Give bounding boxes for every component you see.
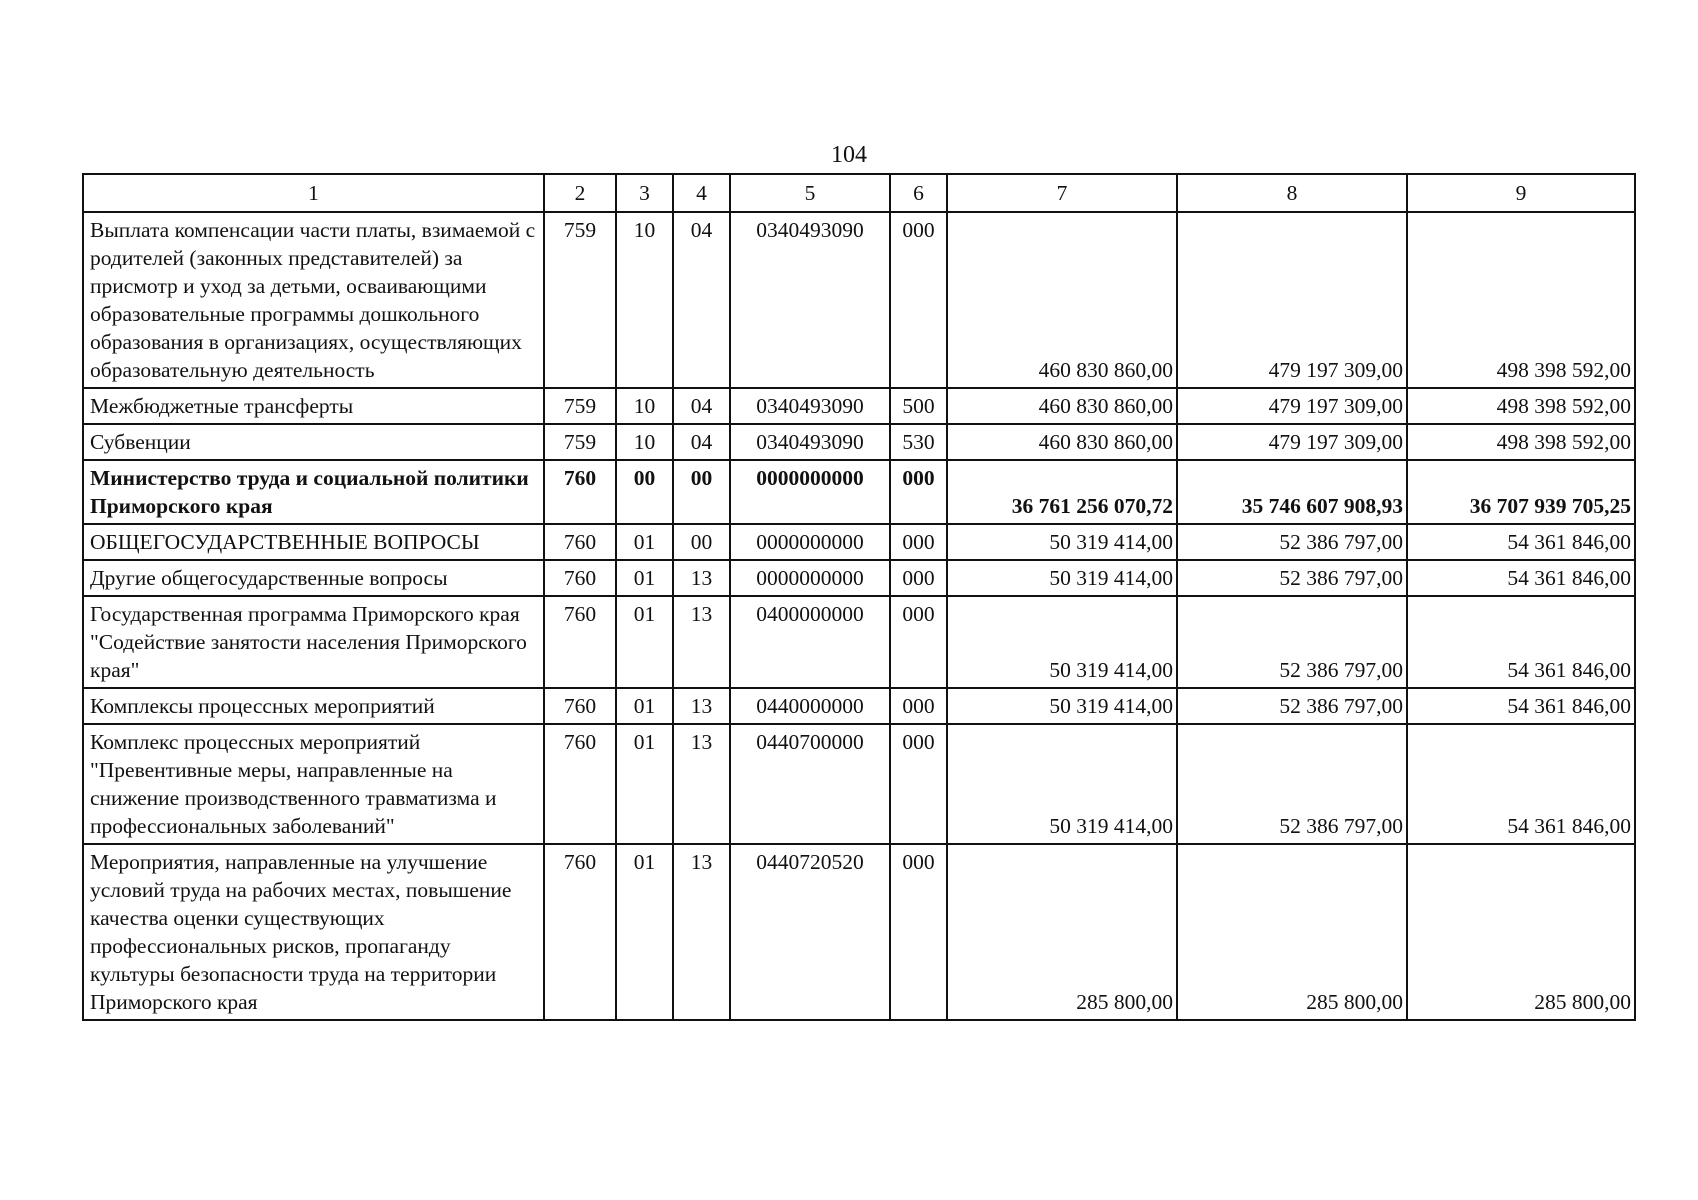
table-row <box>83 724 1635 844</box>
row-code-6: 000 <box>890 596 947 688</box>
row-code-6: 000 <box>890 688 947 724</box>
row-name: Межбюджетные трансферты <box>83 388 544 424</box>
row-code-3: 01 <box>616 844 673 1020</box>
column-header: 3 <box>616 174 673 212</box>
row-amount-9: 498 398 592,00 <box>1407 424 1635 460</box>
row-name: Министерство труда и социальной политики Приморского края <box>83 460 544 524</box>
row-code-6: 000 <box>890 844 947 1020</box>
row-amount-9: 498 398 592,00 <box>1407 388 1635 424</box>
row-code-3: 01 <box>616 724 673 844</box>
row-amount-7: 50 319 414,00 <box>947 524 1177 560</box>
row-amount-7: 50 319 414,00 <box>947 688 1177 724</box>
row-amount-9: 54 361 846,00 <box>1407 560 1635 596</box>
table-row-ministry <box>83 460 1635 524</box>
row-code-2: 760 <box>544 688 616 724</box>
row-name: ОБЩЕГОСУДАРСТВЕННЫЕ ВОПРОСЫ <box>83 524 544 560</box>
row-amount-7: 285 800,00 <box>947 844 1177 1020</box>
row-amount-9: 498 398 592,00 <box>1407 212 1635 388</box>
row-code-5: 0000000000 <box>730 524 890 560</box>
row-code-6: 530 <box>890 424 947 460</box>
row-code-4: 04 <box>673 212 730 388</box>
row-amount-9: 54 361 846,00 <box>1407 596 1635 688</box>
row-code-5: 0340493090 <box>730 388 890 424</box>
row-code-4: 00 <box>673 460 730 524</box>
row-amount-9: 54 361 846,00 <box>1407 524 1635 560</box>
row-amount-8: 52 386 797,00 <box>1177 560 1407 596</box>
table-row <box>83 524 1635 560</box>
row-code-2: 760 <box>544 724 616 844</box>
row-code-2: 760 <box>544 524 616 560</box>
row-amount-9: 54 361 846,00 <box>1407 724 1635 844</box>
row-amount-9: 285 800,00 <box>1407 844 1635 1020</box>
row-code-6: 000 <box>890 560 947 596</box>
row-amount-8: 285 800,00 <box>1177 844 1407 1020</box>
column-header: 5 <box>730 174 890 212</box>
column-header: 4 <box>673 174 730 212</box>
row-code-4: 13 <box>673 844 730 1020</box>
row-name: Комплекс процессных мероприятий "Превентивные меры, направленные на снижение производственного травматизма и профессиональных заболеваний" <box>83 724 544 844</box>
row-amount-7: 36 761 256 070,72 <box>947 460 1177 524</box>
table-header-row <box>83 174 1635 212</box>
table-row <box>83 560 1635 596</box>
column-header: 2 <box>544 174 616 212</box>
row-code-4: 04 <box>673 424 730 460</box>
row-code-2: 760 <box>544 460 616 524</box>
row-code-4: 13 <box>673 596 730 688</box>
table-row <box>83 212 1635 388</box>
row-name: Государственная программа Приморского края "Содействие занятости населения Приморского края" <box>83 596 544 688</box>
column-header: 1 <box>83 174 544 212</box>
row-amount-8: 479 197 309,00 <box>1177 424 1407 460</box>
row-name: Субвенции <box>83 424 544 460</box>
row-code-5: 0340493090 <box>730 212 890 388</box>
row-amount-8: 52 386 797,00 <box>1177 596 1407 688</box>
column-header: 7 <box>947 174 1177 212</box>
row-code-4: 13 <box>673 688 730 724</box>
row-code-3: 01 <box>616 524 673 560</box>
row-code-3: 10 <box>616 424 673 460</box>
row-amount-8: 52 386 797,00 <box>1177 524 1407 560</box>
row-amount-8: 479 197 309,00 <box>1177 212 1407 388</box>
row-code-5: 0440000000 <box>730 688 890 724</box>
row-code-3: 10 <box>616 388 673 424</box>
row-code-4: 00 <box>673 524 730 560</box>
table-row <box>83 424 1635 460</box>
row-code-6: 000 <box>890 724 947 844</box>
row-name: Мероприятия, направленные на улучшение условий труда на рабочих местах, повышение качества оценки существующих профессиональных рисков, пропаганду культуры безопасности труда на территории Приморского края <box>83 844 544 1020</box>
row-code-6: 000 <box>890 460 947 524</box>
row-code-3: 01 <box>616 688 673 724</box>
row-code-3: 10 <box>616 212 673 388</box>
column-header: 8 <box>1177 174 1407 212</box>
column-header: 9 <box>1407 174 1635 212</box>
table-row <box>83 596 1635 688</box>
row-code-2: 760 <box>544 844 616 1020</box>
row-amount-8: 52 386 797,00 <box>1177 688 1407 724</box>
row-code-5: 0440720520 <box>730 844 890 1020</box>
row-amount-7: 50 319 414,00 <box>947 596 1177 688</box>
row-amount-8: 35 746 607 908,93 <box>1177 460 1407 524</box>
row-name: Комплексы процессных мероприятий <box>83 688 544 724</box>
row-code-4: 04 <box>673 388 730 424</box>
row-amount-8: 52 386 797,00 <box>1177 724 1407 844</box>
row-code-5: 0000000000 <box>730 460 890 524</box>
row-code-6: 000 <box>890 524 947 560</box>
row-amount-7: 460 830 860,00 <box>947 388 1177 424</box>
row-code-3: 01 <box>616 560 673 596</box>
table-row <box>83 844 1635 1020</box>
row-amount-8: 479 197 309,00 <box>1177 388 1407 424</box>
page-number: 104 <box>831 142 867 168</box>
row-code-5: 0400000000 <box>730 596 890 688</box>
row-code-5: 0000000000 <box>730 560 890 596</box>
row-code-6: 500 <box>890 388 947 424</box>
row-amount-7: 50 319 414,00 <box>947 724 1177 844</box>
row-amount-7: 460 830 860,00 <box>947 424 1177 460</box>
row-name: Другие общегосударственные вопросы <box>83 560 544 596</box>
column-header: 6 <box>890 174 947 212</box>
row-amount-9: 36 707 939 705,25 <box>1407 460 1635 524</box>
row-code-6: 000 <box>890 212 947 388</box>
row-code-4: 13 <box>673 724 730 844</box>
row-code-2: 759 <box>544 212 616 388</box>
budget-table <box>82 173 1636 1021</box>
table-row <box>83 388 1635 424</box>
row-code-2: 760 <box>544 596 616 688</box>
row-code-2: 759 <box>544 424 616 460</box>
row-code-3: 01 <box>616 596 673 688</box>
row-code-5: 0440700000 <box>730 724 890 844</box>
row-code-4: 13 <box>673 560 730 596</box>
row-code-2: 760 <box>544 560 616 596</box>
row-amount-7: 460 830 860,00 <box>947 212 1177 388</box>
table-row <box>83 688 1635 724</box>
row-code-2: 759 <box>544 388 616 424</box>
row-code-3: 00 <box>616 460 673 524</box>
row-code-5: 0340493090 <box>730 424 890 460</box>
row-amount-9: 54 361 846,00 <box>1407 688 1635 724</box>
row-name: Выплата компенсации части платы, взимаемой с родителей (законных представителей) за присмотр и уход за детьми, осваивающими образовательные программы дошкольного образования в организациях, осуществляющих образовательную деятельность <box>83 212 544 388</box>
row-amount-7: 50 319 414,00 <box>947 560 1177 596</box>
